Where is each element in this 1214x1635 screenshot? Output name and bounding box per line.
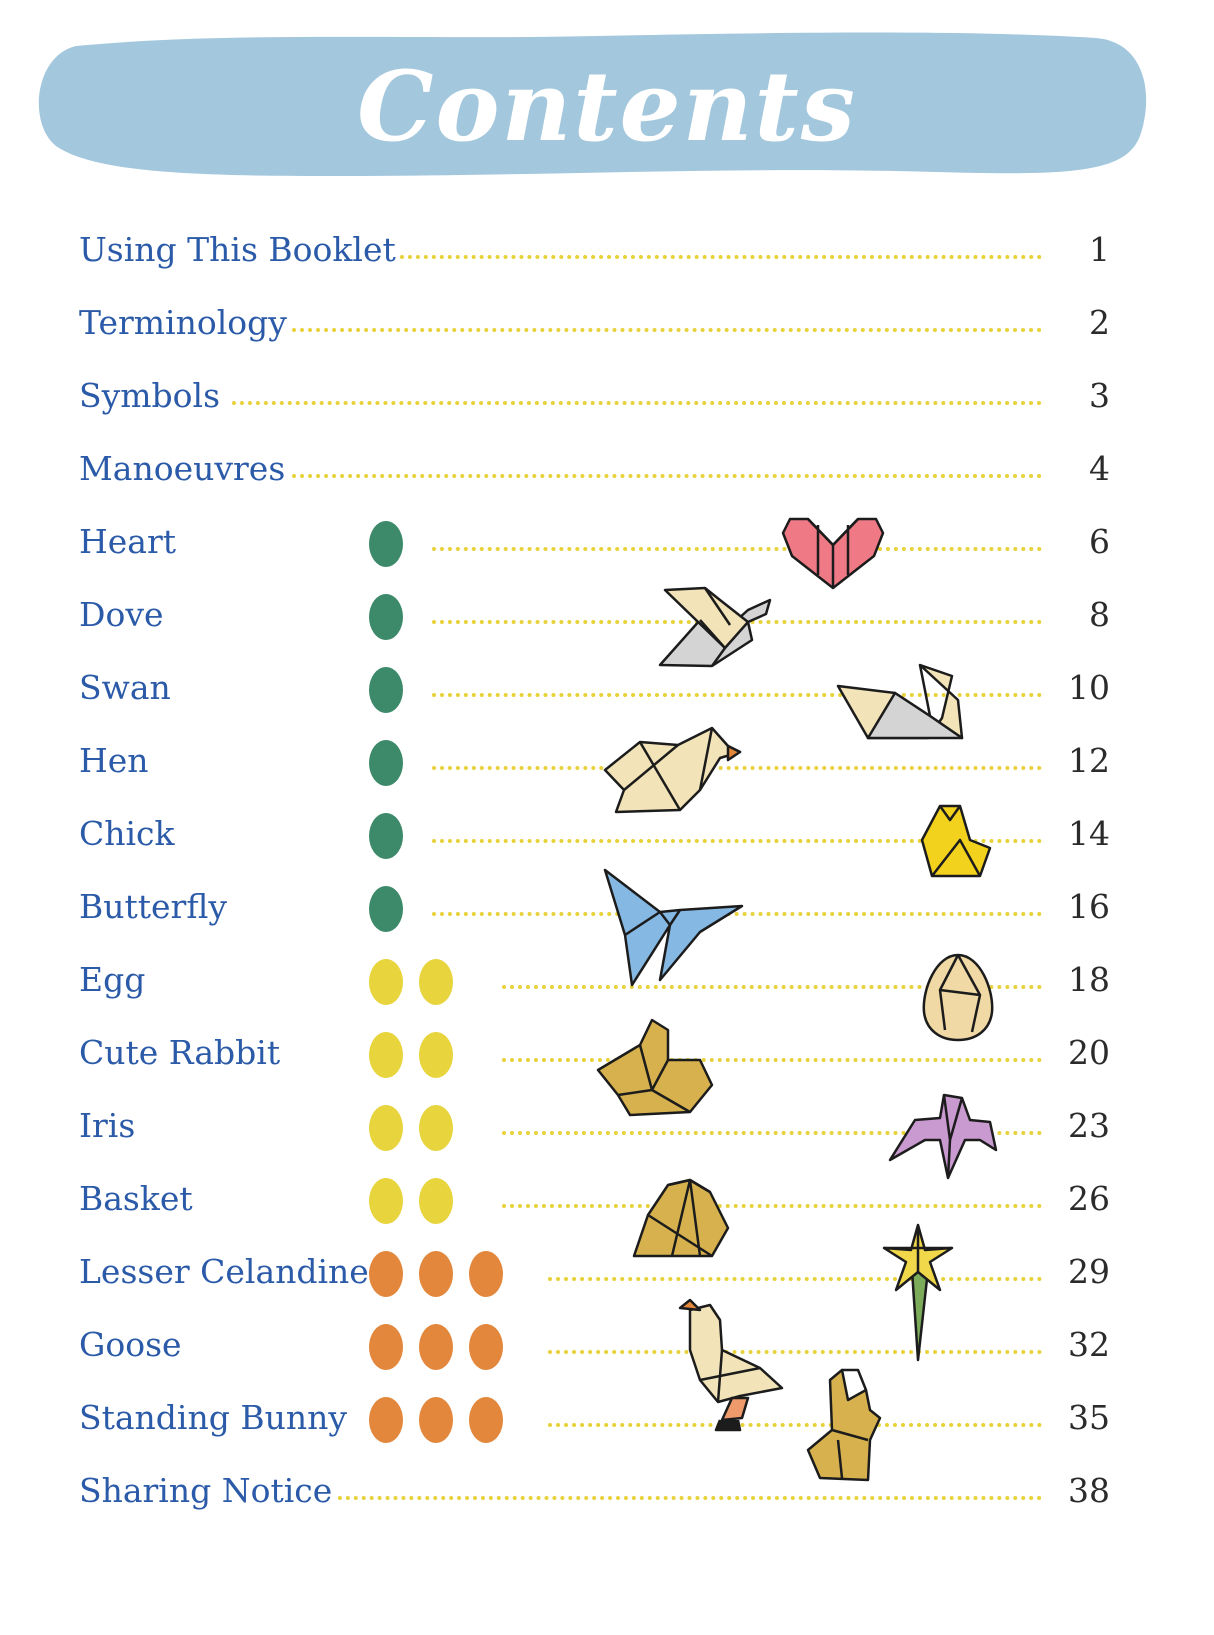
- leader-dots: [284, 328, 1042, 332]
- toc-row-manoeuvres[interactable]: [0, 444, 1214, 494]
- toc-page-number: 29: [1068, 1252, 1110, 1291]
- toc-label: Basket: [79, 1174, 197, 1224]
- difficulty-egg-icon: [418, 1101, 454, 1151]
- toc-page-number: 3: [1089, 376, 1110, 415]
- toc-label: Using This Booklet: [79, 225, 400, 275]
- difficulty-egg-icon: [368, 517, 404, 567]
- difficulty-egg-icon: [368, 1320, 404, 1370]
- toc-row-swan[interactable]: [0, 663, 1214, 713]
- leader-dots: [432, 912, 1042, 916]
- toc-label: Iris: [79, 1101, 139, 1151]
- leader-dots: [392, 255, 1042, 259]
- difficulty-egg-icon: [418, 1320, 454, 1370]
- toc-row-lesser-celandine[interactable]: [0, 1247, 1214, 1297]
- toc-row-dove[interactable]: [0, 590, 1214, 640]
- difficulty-egg-icon: [468, 1247, 504, 1297]
- toc-label: Lesser Celandine: [79, 1247, 373, 1297]
- toc-label: Swan: [79, 663, 175, 713]
- toc-label: Manoeuvres: [79, 444, 289, 494]
- toc-label: Chick: [79, 809, 179, 859]
- toc-row-cute-rabbit[interactable]: [0, 1028, 1214, 1078]
- difficulty-egg-icon: [468, 1393, 504, 1443]
- leader-dots: [548, 1350, 1042, 1354]
- toc-row-egg[interactable]: [0, 955, 1214, 1005]
- toc-page-number: 8: [1089, 595, 1110, 634]
- difficulty-egg-icon: [368, 809, 404, 859]
- toc-label: Cute Rabbit: [79, 1028, 284, 1078]
- toc-row-goose[interactable]: [0, 1320, 1214, 1370]
- difficulty-egg-icon: [368, 663, 404, 713]
- difficulty-egg-icon: [418, 1247, 454, 1297]
- toc-page-number: 6: [1089, 522, 1110, 561]
- toc-page-number: 23: [1068, 1106, 1110, 1145]
- toc-page-number: 20: [1068, 1033, 1110, 1072]
- difficulty-egg-icon: [418, 1174, 454, 1224]
- toc-page-number: 32: [1068, 1325, 1110, 1364]
- toc-row-symbols[interactable]: [0, 371, 1214, 421]
- leader-dots: [432, 620, 1042, 624]
- difficulty-egg-icon: [368, 1101, 404, 1151]
- toc-page-number: 12: [1068, 741, 1110, 780]
- toc-label: Symbols: [79, 371, 224, 421]
- toc-label: Butterfly: [79, 882, 231, 932]
- toc-label: Hen: [79, 736, 153, 786]
- page-title: Contents: [357, 50, 857, 163]
- toc-page-number: 1: [1089, 230, 1110, 269]
- leader-dots: [548, 1277, 1042, 1281]
- leader-dots: [322, 1496, 1042, 1500]
- leader-dots: [502, 1131, 1042, 1135]
- toc-label: Sharing Notice: [79, 1466, 336, 1516]
- difficulty-egg-icon: [368, 955, 404, 1005]
- toc-row-using-this-booklet[interactable]: [0, 225, 1214, 275]
- toc-row-iris[interactable]: [0, 1101, 1214, 1151]
- toc-page-number: 16: [1068, 887, 1110, 926]
- toc-row-terminology[interactable]: [0, 298, 1214, 348]
- difficulty-egg-icon: [418, 955, 454, 1005]
- leader-dots: [502, 1058, 1042, 1062]
- difficulty-egg-icon: [418, 1028, 454, 1078]
- leader-dots: [432, 839, 1042, 843]
- toc-page-number: 2: [1089, 303, 1110, 342]
- leader-dots: [232, 401, 1042, 405]
- leader-dots: [432, 693, 1042, 697]
- toc-page-number: 14: [1068, 814, 1110, 853]
- difficulty-egg-icon: [418, 1393, 454, 1443]
- difficulty-egg-icon: [368, 1028, 404, 1078]
- toc-page-number: 18: [1068, 960, 1110, 999]
- toc-label: Standing Bunny: [79, 1393, 351, 1443]
- leader-dots: [502, 985, 1042, 989]
- toc-page-number: 10: [1068, 668, 1110, 707]
- toc-page-number: 35: [1068, 1398, 1110, 1437]
- difficulty-egg-icon: [468, 1320, 504, 1370]
- difficulty-egg-icon: [368, 1174, 404, 1224]
- toc-row-chick[interactable]: [0, 809, 1214, 859]
- difficulty-egg-icon: [368, 1247, 404, 1297]
- toc-page-number: 26: [1068, 1179, 1110, 1218]
- toc-label: Egg: [79, 955, 149, 1005]
- toc-row-sharing-notice[interactable]: [0, 1466, 1214, 1516]
- toc-row-standing-bunny[interactable]: [0, 1393, 1214, 1443]
- toc-page-number: 38: [1068, 1471, 1110, 1510]
- toc-label: Heart: [79, 517, 180, 567]
- difficulty-egg-icon: [368, 736, 404, 786]
- toc-row-basket[interactable]: [0, 1174, 1214, 1224]
- difficulty-egg-icon: [368, 882, 404, 932]
- leader-dots: [284, 474, 1042, 478]
- toc-label: Dove: [79, 590, 168, 640]
- toc-row-heart[interactable]: [0, 517, 1214, 567]
- leader-dots: [432, 766, 1042, 770]
- leader-dots: [502, 1204, 1042, 1208]
- toc-label: Goose: [79, 1320, 186, 1370]
- toc-page-number: 4: [1089, 449, 1110, 488]
- leader-dots: [432, 547, 1042, 551]
- toc-label: Terminology: [79, 298, 291, 348]
- difficulty-egg-icon: [368, 590, 404, 640]
- leader-dots: [548, 1423, 1042, 1427]
- toc-row-hen[interactable]: [0, 736, 1214, 786]
- toc-row-butterfly[interactable]: [0, 882, 1214, 932]
- difficulty-egg-icon: [368, 1393, 404, 1443]
